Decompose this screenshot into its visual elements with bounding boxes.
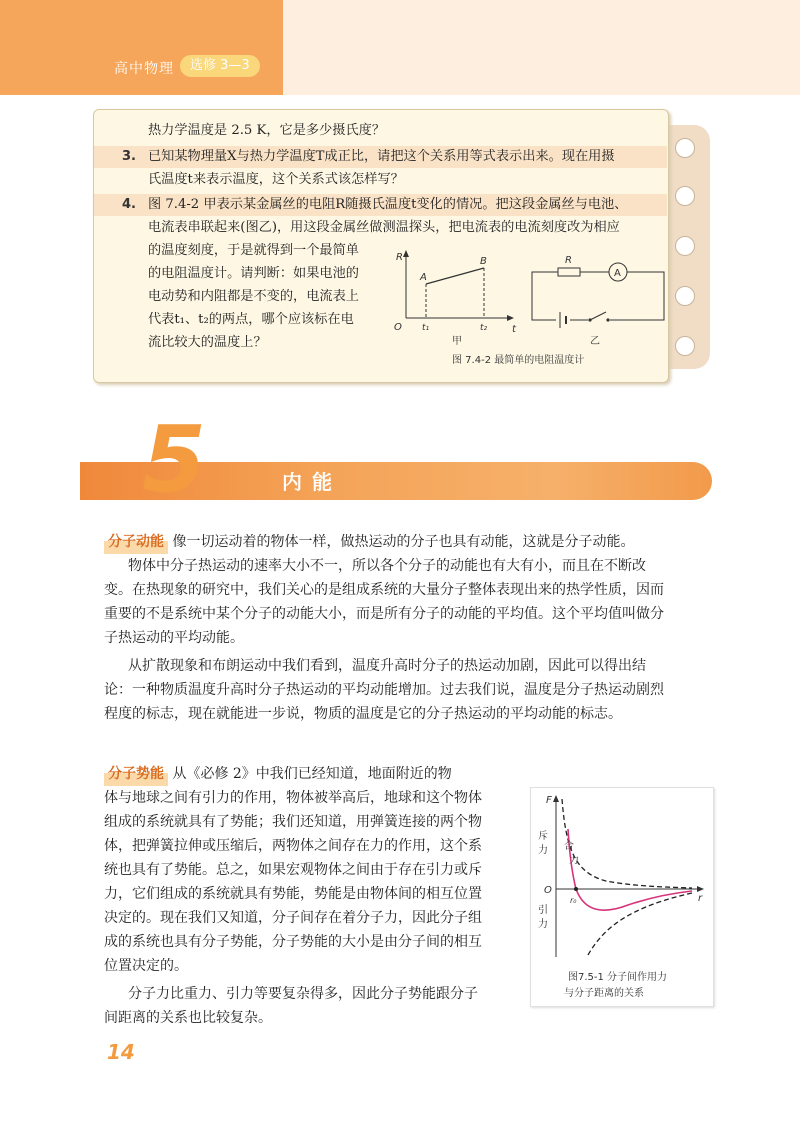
page-number: 14 bbox=[107, 1040, 135, 1064]
potential-line: 间距离的关系也比较复杂。 bbox=[104, 1010, 272, 1026]
graph-y-label: R bbox=[396, 252, 403, 263]
header-module-badge: 选修 3—3 bbox=[180, 55, 260, 77]
graph-origin: O bbox=[394, 322, 402, 333]
force-axis-arrow bbox=[553, 795, 559, 802]
resultant-label: 合 bbox=[564, 841, 574, 852]
potential-line: 位置决定的。 bbox=[104, 958, 188, 974]
question-4-line: 流比较大的温度上？ bbox=[148, 335, 267, 350]
graph-x-arrow bbox=[507, 315, 514, 321]
question-4-line: 的电阻温度计。请判断：如果电池的 bbox=[148, 266, 359, 281]
question-4-line: 代表t₁、t₂的两点，哪个应该标在电 bbox=[148, 312, 354, 327]
kinetic-line: 论：一种物质温度升高时分子热运动的平均动能增加。过去我们说，温度是分子热运动剧烈 bbox=[104, 682, 664, 698]
resistance-line bbox=[426, 268, 484, 284]
ring-hole-5 bbox=[675, 336, 695, 356]
tick-t2-label: t₂ bbox=[480, 323, 488, 333]
ring-hole-4 bbox=[675, 286, 695, 306]
origin-label: O bbox=[544, 885, 552, 896]
potential-line: 体与地球之间有引力的作用，物体被举高后，地球和这个物体 bbox=[104, 790, 482, 806]
kinetic-line: 物体中分子热运动的速率大小不一，所以各个分子的动能也有大有小，而且在不断改 bbox=[128, 558, 646, 574]
potential-line: 组成的系统就具有了势能；我们还知道，用弹簧连接的两个物 bbox=[104, 814, 482, 830]
circuit-loop bbox=[532, 272, 664, 320]
potential-line: 决定的。现在我们又知道，分子间存在着分子力，因此分子组 bbox=[104, 910, 482, 926]
header-accent bbox=[0, 0, 283, 95]
ammeter-label: A bbox=[614, 268, 621, 279]
resistor-symbol bbox=[558, 268, 580, 276]
keyword-molecular-potential-energy: 分子势能 bbox=[104, 762, 168, 786]
potential-line: 统也具有了势能。总之，如果宏观物体之间由于存在引力或斥 bbox=[104, 862, 482, 878]
kinetic-line: 像一切运动着的物体一样，做热运动的分子也具有动能，这就是分子动能。 bbox=[172, 534, 635, 550]
ring-hole-1 bbox=[675, 138, 695, 158]
graph-y-arrow bbox=[403, 250, 409, 257]
potential-paragraph-line bbox=[104, 762, 452, 786]
attraction-label: 引 bbox=[538, 905, 548, 916]
resistor-label: R bbox=[565, 255, 572, 266]
attraction-curve bbox=[588, 893, 692, 955]
figure-7-5-1 bbox=[532, 789, 710, 964]
exercise-line-0: 热力学温度是 2.5 K，它是多少摄氏度？ bbox=[148, 123, 386, 138]
question-3-line: 已知某物理量X与热力学温度T成正比，请把这个关系用等式表示出来。现在用摄 bbox=[148, 149, 615, 164]
kinetic-line: 从扩散现象和布朗运动中我们看到，温度升高时分子的热运动加剧，因此可以得出结 bbox=[128, 658, 646, 674]
figure-7-5-1-caption: 与分子距离的关系 bbox=[564, 988, 644, 999]
section-title: 内能 bbox=[282, 470, 342, 494]
question-4-line: 电动势和内阻都是不变的，电流表上 bbox=[148, 289, 359, 304]
point-b-label: B bbox=[480, 256, 487, 267]
force-axis-label: F bbox=[546, 795, 552, 806]
point-a-label: A bbox=[420, 272, 427, 283]
repulsion-label: 力 bbox=[538, 845, 548, 856]
question-3-line: 氏温度t来表示温度，这个关系式该怎样写？ bbox=[148, 172, 404, 187]
graph-sub-label: 甲 bbox=[452, 336, 462, 346]
kinetic-line: 重要的不是系统中某个分子的动能大小，而是所有分子的动能的平均值。这个平均值叫做分 bbox=[104, 606, 664, 622]
potential-line: 从《必修 2》中我们已经知道，地面附近的物 bbox=[172, 766, 452, 782]
repulsion-curve bbox=[562, 799, 692, 888]
kinetic-line: 子热运动的平均动能。 bbox=[104, 630, 244, 646]
kinetic-paragraph-line bbox=[104, 530, 634, 554]
switch-contact bbox=[606, 318, 609, 321]
potential-line: 体，把弹簧拉伸或压缩后，两物体之间存在力的作用，这个系 bbox=[104, 838, 482, 854]
figure-7-5-1-caption: 图7.5-1 分子间作用力 bbox=[568, 972, 668, 983]
graph-x-label: t bbox=[512, 324, 516, 335]
question-4-line: 图 7.4-2 甲表示某金属丝的电阻R随摄氏温度t变化的情况。把这段金属丝与电池、 bbox=[148, 197, 628, 212]
question-4-line: 电流表串联起来(图乙)，用这段金属丝做测温探头，把电流表的电流刻度改为相应 bbox=[148, 220, 620, 235]
battery-gap bbox=[556, 312, 570, 328]
question-4-number: 4. bbox=[122, 197, 136, 212]
kinetic-line: 变。在热现象的研究中，我们关心的是组成系统的大量分子整体表现出来的热学性质，因而 bbox=[104, 582, 664, 598]
question-4-line: 的温度刻度，于是就得到一个最简单 bbox=[148, 243, 359, 258]
tick-t1-label: t₁ bbox=[422, 323, 430, 333]
potential-line: 成的系统也具有分子势能，分子势能的大小是由分子间的相互 bbox=[104, 934, 482, 950]
header-subject: 高中物理 bbox=[114, 61, 174, 77]
keyword-molecular-kinetic-energy: 分子动能 bbox=[104, 530, 168, 554]
repulsion-label: 斥 bbox=[538, 831, 548, 842]
distance-axis-label: r bbox=[698, 893, 703, 904]
r0-label: r₀ bbox=[570, 896, 577, 905]
section-number: 5 bbox=[142, 406, 207, 513]
ring-hole-2 bbox=[675, 186, 695, 206]
r0-point bbox=[574, 887, 578, 891]
potential-line: 分子力比重力、引力等要复杂得多，因此分子势能跟分子 bbox=[128, 986, 478, 1002]
resultant-label: 力 bbox=[569, 855, 579, 866]
circuit-sub-label: 乙 bbox=[590, 336, 600, 346]
attraction-label: 力 bbox=[538, 919, 548, 930]
distance-axis-arrow bbox=[697, 886, 704, 892]
question-3-number: 3. bbox=[122, 149, 136, 164]
kinetic-line: 程度的标志，现在就能进一步说，物质的温度是它的分子热运动的平均动能的标志。 bbox=[104, 706, 622, 722]
ring-hole-3 bbox=[675, 236, 695, 256]
figure-7-4-2 bbox=[380, 246, 670, 346]
figure-7-4-2-caption: 图 7.4-2 最简单的电阻温度计 bbox=[452, 355, 585, 366]
potential-line: 力，它们组成的系统就具有势能，势能是由物体间的相互位置 bbox=[104, 886, 482, 902]
